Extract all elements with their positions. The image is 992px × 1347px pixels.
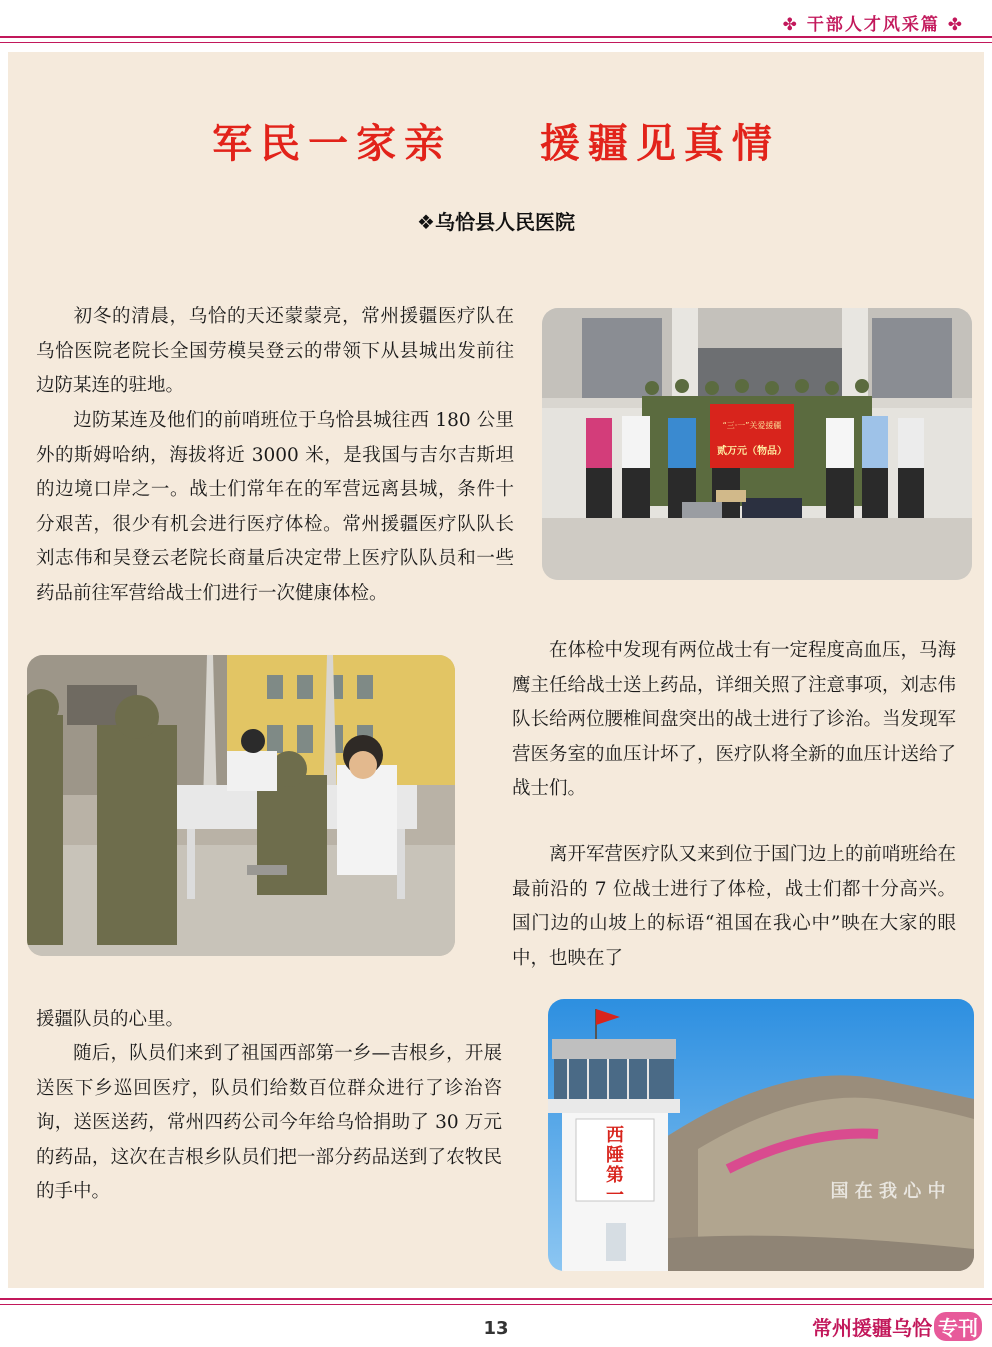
- paragraph-3: 在体检中发现有两位战士有一定程度高血压，马海鹰主任给战士送上药品，详细关照了注意事项，刘志伟队长给两位腰椎间盘突出的战士进行了诊治。当发现军营医务室的血压计坏了，医疗队将全新的血压计送给了战士们。: [512, 640, 957, 799]
- header-rule-thin: [0, 42, 992, 43]
- banner-line1: “三·一”关爱援疆: [722, 421, 782, 430]
- tower-sign: 西陲第一: [606, 1125, 624, 1206]
- group-photo: [542, 308, 972, 580]
- paragraph-2: 边防某连及他们的前哨班位于乌恰县城往西 180 公里外的斯姆哈纳，海拔将近 3000 米，是我国与吉尔吉斯坦的边境口岸之一。战士们常年在的军营远离县城，条件十分艰苦，很少有机会进行医疗体检。常州援疆医疗队队长刘志伟和吴登云老院长商量后决定带上医疗队队员和一些药品前往军营给战士们进行一次健康体检。: [36, 410, 514, 604]
- footer-brand-badge: 专刊: [934, 1312, 982, 1341]
- header-rule: [0, 36, 992, 38]
- footer-rule: [0, 1298, 992, 1300]
- paragraph-4: 离开军营医疗队又来到位于国门边上的前哨班给在最前沿的 7 位战士进行了体检，战士们都十分高兴。国门边的山坡上的标语“祖国在我心中”映在大家的眼中，也映在了: [512, 844, 957, 969]
- hill-slogan: 国 在 我 心 中: [830, 1181, 946, 1202]
- footer-brand-text: 常州援疆乌恰: [812, 1316, 932, 1340]
- banner-amount: 贰万元（物品）: [717, 446, 787, 457]
- footer-brand: [812, 1312, 982, 1341]
- paragraph-4-continued: 援疆队员的心里。: [36, 1009, 185, 1030]
- outpost-photo: [548, 999, 974, 1271]
- page-number: 13: [483, 1318, 509, 1339]
- section-tag: ✤ 干部人才风采篇 ✤: [782, 15, 964, 35]
- article-byline: ❖乌恰县人民医院: [417, 210, 575, 234]
- footer-rule-thin: [0, 1304, 992, 1305]
- article-title: 军民一家亲 援疆见真情: [212, 120, 780, 167]
- medical-checkup-photo: [27, 655, 455, 956]
- paragraph-5: 随后，队员们来到了祖国西部第一乡—吉根乡，开展送医下乡巡回医疗，队员们给数百位群众进行了诊治咨询，送医送药，常州四药公司今年给乌恰捐助了 30 万元的药品，这次在吉根乡队员们把一部分药品送到了农牧民的手中。: [36, 1043, 502, 1202]
- paragraph-1: 初冬的清晨，乌恰的天还蒙蒙亮，常州援疆医疗队在乌恰医院老院长全国劳模吴登云的带领下从县城出发前往边防某连的驻地。: [36, 306, 514, 396]
